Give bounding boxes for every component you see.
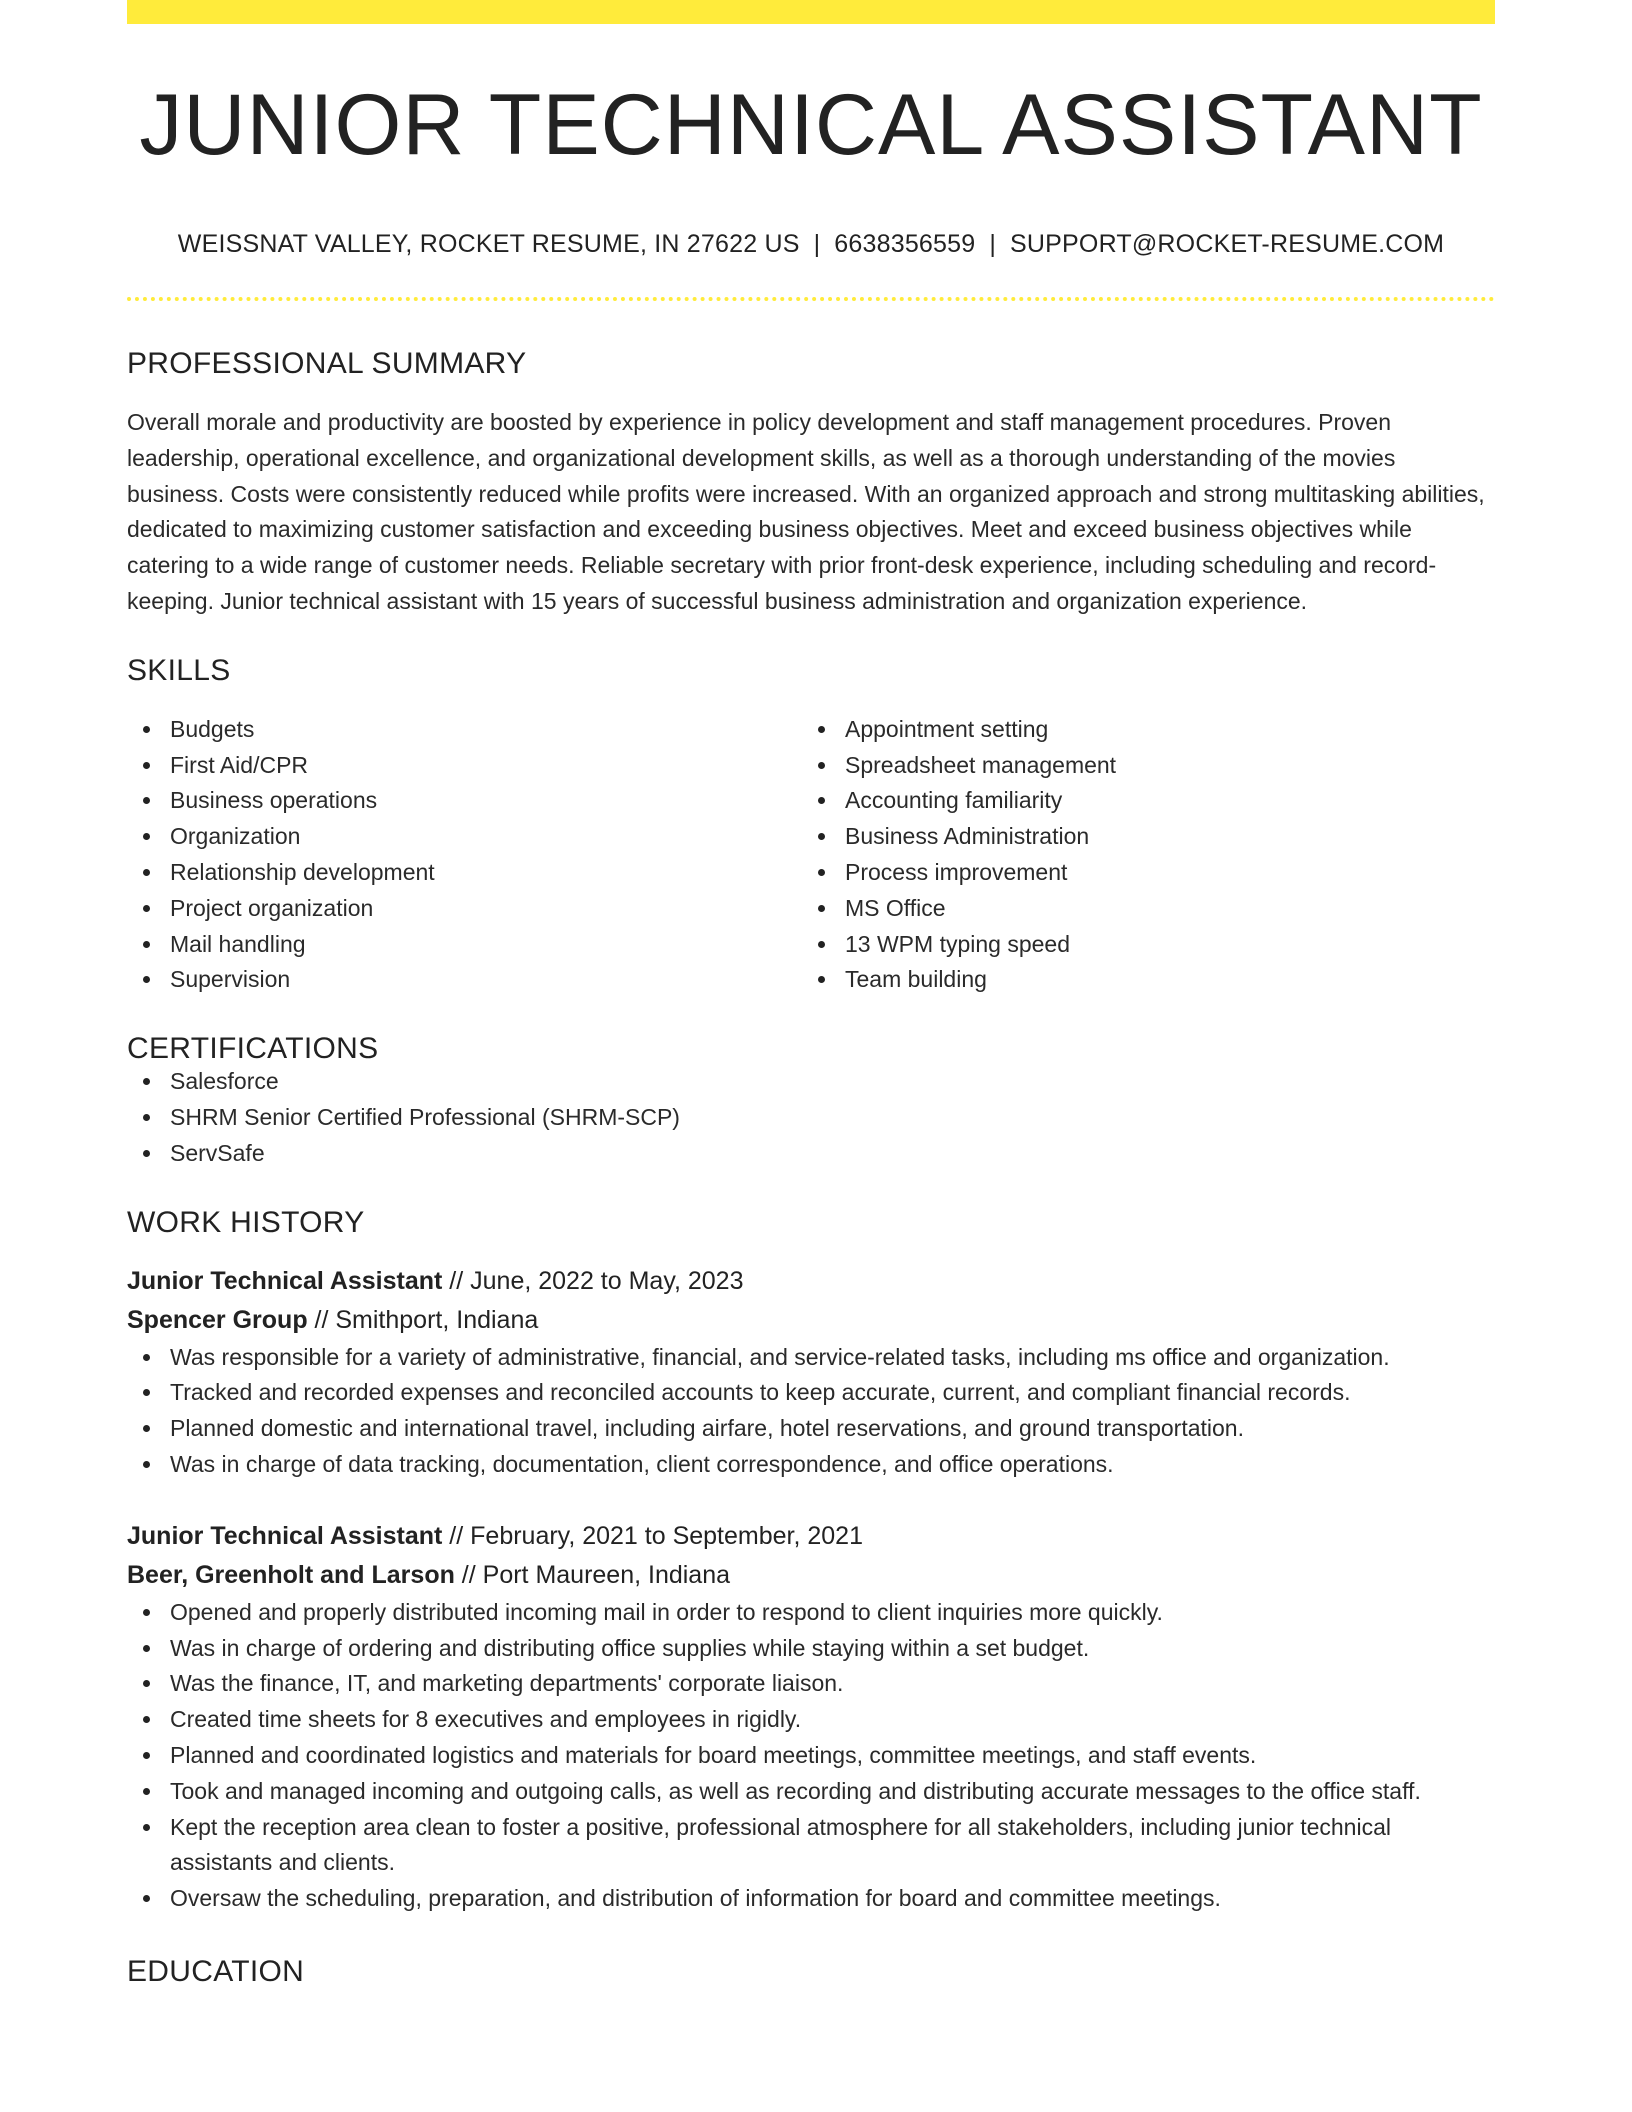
- bullet-icon: [143, 1078, 150, 1085]
- job-duty-item: [127, 1774, 1495, 1810]
- skill-label: MS Office: [845, 894, 946, 921]
- bullet-icon: [143, 726, 150, 733]
- job-location: // Port Maureen, Indiana: [454, 1560, 731, 1589]
- job-duty-text: Oversaw the scheduling, preparation, and distribution of information for board and committee meetings.: [170, 1885, 1221, 1912]
- skills-column-left: [127, 712, 802, 998]
- bullet-icon: [143, 1645, 150, 1652]
- skill-label: Project organization: [170, 894, 374, 921]
- certification-item: [127, 1136, 1495, 1172]
- bullet-icon: [143, 1788, 150, 1795]
- skill-label: Business operations: [170, 787, 378, 814]
- job-duty-item: [127, 1666, 1495, 1702]
- job-duty-text: Was the finance, IT, and marketing departments' corporate liaison.: [170, 1670, 844, 1697]
- job-company-line: [127, 1301, 1495, 1340]
- certification-item: [127, 1064, 1495, 1100]
- certification-label: ServSafe: [170, 1139, 265, 1166]
- job-role-line: [127, 1517, 1495, 1556]
- bullet-icon: [818, 976, 825, 983]
- job-dates: // February, 2021 to September, 2021: [442, 1521, 863, 1550]
- skill-item: [802, 927, 1477, 963]
- job-entry: [127, 1517, 1495, 1917]
- bullet-icon: [143, 1752, 150, 1759]
- skill-item: [802, 748, 1477, 784]
- job-role-line: [127, 1262, 1495, 1301]
- bullet-icon: [143, 941, 150, 948]
- certification-label: Salesforce: [170, 1068, 279, 1095]
- job-duty-item: [127, 1810, 1495, 1882]
- bullet-icon: [143, 1461, 150, 1468]
- skill-label: Business Administration: [845, 823, 1090, 850]
- bullet-icon: [143, 1609, 150, 1616]
- skill-label: Relationship development: [170, 858, 435, 885]
- bullet-icon: [143, 1114, 150, 1121]
- skill-item: [127, 927, 802, 963]
- skill-item: [127, 855, 802, 891]
- job-duty-text: Planned and coordinated logistics and materials for board meetings, committee meetings, and staff events.: [170, 1741, 1257, 1768]
- accent-top-bar: [127, 0, 1495, 24]
- skill-label: Supervision: [170, 966, 291, 993]
- section-title-education: EDUCATION: [127, 1954, 305, 1988]
- resume-page: [127, 0, 1495, 1987]
- skill-item: [127, 712, 802, 748]
- bullet-icon: [143, 1354, 150, 1361]
- skill-item: [802, 891, 1477, 927]
- job-duty-item: [127, 1595, 1495, 1631]
- job-duty-item: [127, 1447, 1495, 1483]
- job-company: Spencer Group: [127, 1305, 308, 1334]
- contact-separator: |: [989, 230, 997, 258]
- job-entry: [127, 1262, 1495, 1483]
- section-title-summary: PROFESSIONAL SUMMARY: [127, 347, 527, 380]
- skill-item: [127, 819, 802, 855]
- summary-text: Overall morale and productivity are boosted by experience in policy development and staff management procedures. Proven leadership, operational excellence, and organizational development skills, as well as a thorough understanding of the movies business. Costs were consistently reduced while profits were increased. With an organized approach and strong multitasking abilities, dedicated to maximizing customer satisfaction and exceeding business objectives. Meet and exceed business objectives while catering to a wide range of customer needs. Reliable secretary with prior front-desk experience, including scheduling and record-keeping. Junior technical assistant with 15 years of successful business administration and organization experience.: [127, 409, 1485, 614]
- skill-item: [802, 712, 1477, 748]
- certification-label: SHRM Senior Certified Professional (SHRM-SCP): [170, 1103, 680, 1130]
- bullet-icon: [818, 762, 825, 769]
- bullet-icon: [818, 905, 825, 912]
- bullet-icon: [143, 1150, 150, 1157]
- bullet-icon: [143, 762, 150, 769]
- job-role: Junior Technical Assistant: [127, 1266, 443, 1295]
- job-duty-item: [127, 1340, 1495, 1376]
- job-location: // Smithport, Indiana: [307, 1305, 539, 1334]
- bullet-icon: [818, 869, 825, 876]
- contact-separator: |: [813, 230, 821, 258]
- skill-item: [802, 819, 1477, 855]
- bullet-icon: [143, 833, 150, 840]
- skill-item: [802, 783, 1477, 819]
- bullet-icon: [143, 976, 150, 983]
- job-company-line: [127, 1556, 1495, 1595]
- skill-label: Appointment setting: [845, 715, 1049, 742]
- job-duty-item: [127, 1881, 1495, 1917]
- skill-label: Spreadsheet management: [845, 751, 1117, 778]
- skills-list: [127, 712, 1495, 998]
- skill-label: Organization: [170, 823, 301, 850]
- contact-phone: 6638356559: [834, 230, 976, 258]
- job-dates: // June, 2022 to May, 2023: [442, 1266, 744, 1295]
- bullet-icon: [143, 1680, 150, 1687]
- job-duty-item: [127, 1411, 1495, 1447]
- bullet-icon: [818, 797, 825, 804]
- job-company: Beer, Greenholt and Larson: [127, 1560, 455, 1589]
- bullet-icon: [143, 1824, 150, 1831]
- skill-item: [802, 962, 1477, 998]
- job-duties-list: [127, 1595, 1495, 1917]
- bullet-icon: [143, 1895, 150, 1902]
- contact-address: WEISSNAT VALLEY, ROCKET RESUME, IN 27622 US: [177, 230, 800, 258]
- skill-item: [802, 855, 1477, 891]
- resume-name-heading: JUNIOR TECHNICAL ASSISTANT: [139, 77, 1483, 173]
- job-duty-text: Opened and properly distributed incoming mail in order to respond to client inquiries more quickly.: [170, 1598, 1163, 1625]
- bullet-icon: [143, 1716, 150, 1723]
- skill-label: First Aid/CPR: [170, 751, 309, 778]
- bullet-icon: [818, 941, 825, 948]
- dotted-divider: [127, 297, 1495, 301]
- job-duty-item: [127, 1702, 1495, 1738]
- skill-item: [127, 891, 802, 927]
- bullet-icon: [143, 869, 150, 876]
- bullet-icon: [143, 797, 150, 804]
- job-duty-text: Created time sheets for 8 executives and employees in rigidly.: [170, 1706, 802, 1733]
- contact-line: [127, 232, 1495, 257]
- job-duty-item: [127, 1631, 1495, 1667]
- job-duty-item: [127, 1375, 1495, 1411]
- bullet-icon: [143, 905, 150, 912]
- bullet-icon: [818, 726, 825, 733]
- skill-item: [127, 783, 802, 819]
- job-duty-text: Was responsible for a variety of administrative, financial, and service-related tasks, including ms office and organization.: [170, 1343, 1390, 1370]
- job-duty-text: Was in charge of data tracking, documentation, client correspondence, and office operations.: [170, 1450, 1114, 1477]
- skill-item: [127, 962, 802, 998]
- job-duty-text: Planned domestic and international travel, including airfare, hotel reservations, and ground transportation.: [170, 1415, 1244, 1442]
- bullet-icon: [818, 833, 825, 840]
- section-title-certifications: CERTIFICATIONS: [127, 1032, 379, 1066]
- job-duty-item: [127, 1738, 1495, 1774]
- job-duty-text: Kept the reception area clean to foster a positive, professional atmosphere for all stakeholders, including junior technical assistants and clients.: [170, 1813, 1391, 1876]
- skill-label: Accounting familiarity: [845, 787, 1063, 814]
- skill-label: Process improvement: [845, 858, 1068, 885]
- bullet-icon: [143, 1389, 150, 1396]
- job-duty-text: Took and managed incoming and outgoing calls, as well as recording and distributing accurate messages to the office staff.: [170, 1777, 1421, 1804]
- job-duty-text: Was in charge of ordering and distributing office supplies while staying within a set budget.: [170, 1634, 1090, 1661]
- job-duties-list: [127, 1340, 1495, 1483]
- certifications-list: [127, 1064, 1495, 1171]
- skill-label: Mail handling: [170, 930, 306, 957]
- section-title-work-history: WORK HISTORY: [127, 1205, 365, 1239]
- skills-column-right: [802, 712, 1477, 998]
- bullet-icon: [143, 1425, 150, 1432]
- job-duty-text: Tracked and recorded expenses and reconciled accounts to keep accurate, current, and compliant financial records.: [170, 1379, 1351, 1406]
- section-title-skills: SKILLS: [127, 653, 231, 687]
- certification-item: [127, 1100, 1495, 1136]
- skill-label: Team building: [845, 966, 987, 993]
- skill-label: Budgets: [170, 715, 255, 742]
- contact-email: SUPPORT@ROCKET-RESUME.COM: [1010, 230, 1445, 258]
- skill-label: 13 WPM typing speed: [845, 930, 1071, 957]
- skill-item: [127, 748, 802, 784]
- job-role: Junior Technical Assistant: [127, 1521, 443, 1550]
